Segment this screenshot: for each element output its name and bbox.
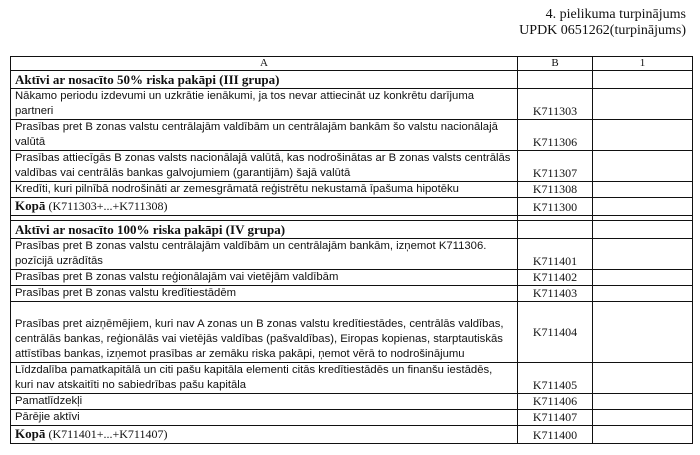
row-value-cell[interactable] [593, 410, 693, 426]
row-description: Līdzdalība pamatkapitālā un citi pašu kapitāla elementi citās kredītiestādēs un finanšu iestādēs, kuri nav atskaitīti no sabiedrības pašu kapitāla [11, 363, 518, 394]
row-description: Pārējie aktīvi [11, 410, 518, 426]
group3-total-row [11, 198, 693, 216]
form-code-label: UPDK 0651262(turpinājums) [519, 23, 686, 38]
total-label-cell [11, 198, 518, 216]
row-value-cell[interactable] [593, 286, 693, 302]
row-code: K711404 [518, 302, 593, 363]
row-code: K711306 [518, 120, 593, 151]
row-code: K711403 [518, 286, 593, 302]
row-code: K711303 [518, 89, 593, 120]
column-header-1: 1 [593, 57, 693, 71]
total-range: (K711401+...+K711407) [48, 427, 168, 441]
total-value-cell[interactable] [593, 426, 693, 444]
total-code: K711300 [518, 198, 593, 216]
row-description: Nākamo periodu izdevumi un uzkrātie ienākumi, ja tos nevar attiecināt uz konkrētu darījuma partneri [11, 89, 518, 120]
table-row [11, 239, 693, 270]
group4-title-value [593, 221, 693, 239]
total-label: Kopā [15, 198, 46, 213]
row-description: Prasības pret aizņēmējiem, kuri nav A zonas un B zonas valstu kredītiestādes, centrālās valdības, centrālās bankas, reģionālās vai vietējās valdības (pašvaldības), Eiropas kopienas, starptautiskās attīstības bankas, izņemot prasības ar zemāku riska pakāpi, ņemot vērā to nodrošinājumu [11, 302, 518, 363]
row-value-cell[interactable] [593, 151, 693, 182]
row-description: Kredīti, kuri pilnībā nodrošināti ar zemesgrāmatā reģistrētu nekustamā īpašuma hipotēku [11, 182, 518, 198]
table-row [11, 151, 693, 182]
table-row [11, 394, 693, 410]
group-header-row [11, 221, 693, 239]
total-label-cell [11, 426, 518, 444]
group3-title-value [593, 71, 693, 89]
row-value-cell[interactable] [593, 120, 693, 151]
total-code: K711400 [518, 426, 593, 444]
table-row [11, 120, 693, 151]
table-row [11, 302, 693, 363]
column-header-b: B [518, 57, 593, 71]
row-description: Prasības pret B zonas valstu centrālajām valdībām un centrālajām bankām, izņemot K711306. pozīcijā uzrādītās [11, 239, 518, 270]
table-row [11, 270, 693, 286]
column-header-row [11, 57, 693, 71]
row-description: Prasības pret B zonas valstu kredītiestādēm [11, 286, 518, 302]
row-description: Prasības pret B zonas valstu reģionālajām vai vietējām valdībām [11, 270, 518, 286]
row-code: K711307 [518, 151, 593, 182]
group3-title-code [518, 71, 593, 89]
table-row [11, 182, 693, 198]
table-row [11, 286, 693, 302]
appendix-continuation-label: 4. pielikuma turpinājums [545, 7, 686, 22]
group-header-row [11, 71, 693, 89]
row-value-cell[interactable] [593, 89, 693, 120]
row-code: K711308 [518, 182, 593, 198]
group4-title: Aktīvi ar nosacīto 100% riska pakāpi (IV grupa) [11, 221, 518, 239]
row-value-cell[interactable] [593, 270, 693, 286]
row-code: K711406 [518, 394, 593, 410]
row-code: K711402 [518, 270, 593, 286]
row-value-cell[interactable] [593, 182, 693, 198]
group4-total-row [11, 426, 693, 444]
row-description: Prasības pret B zonas valstu centrālajām valdībām un centrālajām bankām šo valstu nacionālajā valūtā [11, 120, 518, 151]
group4-title-code [518, 221, 593, 239]
table-row [11, 89, 693, 120]
table-row [11, 363, 693, 394]
row-value-cell[interactable] [593, 394, 693, 410]
table-row [11, 410, 693, 426]
risk-weight-table [10, 56, 693, 444]
row-code: K711405 [518, 363, 593, 394]
total-range: (K711303+...+K711308) [48, 199, 168, 213]
row-code: K711407 [518, 410, 593, 426]
row-description: Pamatlīdzekļi [11, 394, 518, 410]
total-value-cell[interactable] [593, 198, 693, 216]
row-code: K711401 [518, 239, 593, 270]
row-value-cell[interactable] [593, 239, 693, 270]
group3-title: Aktīvi ar nosacīto 50% riska pakāpi (III grupa) [11, 71, 518, 89]
row-description: Prasības attiecīgās B zonas valsts nacionālajā valūtā, kas nodrošinātas ar B zonas valsts centrālās valdības vai centrālās bankas galvojumiem (garantijām) šajā valūtā [11, 151, 518, 182]
total-label: Kopā [15, 426, 46, 441]
row-value-cell[interactable] [593, 302, 693, 363]
row-value-cell[interactable] [593, 363, 693, 394]
column-header-a: A [11, 57, 518, 71]
